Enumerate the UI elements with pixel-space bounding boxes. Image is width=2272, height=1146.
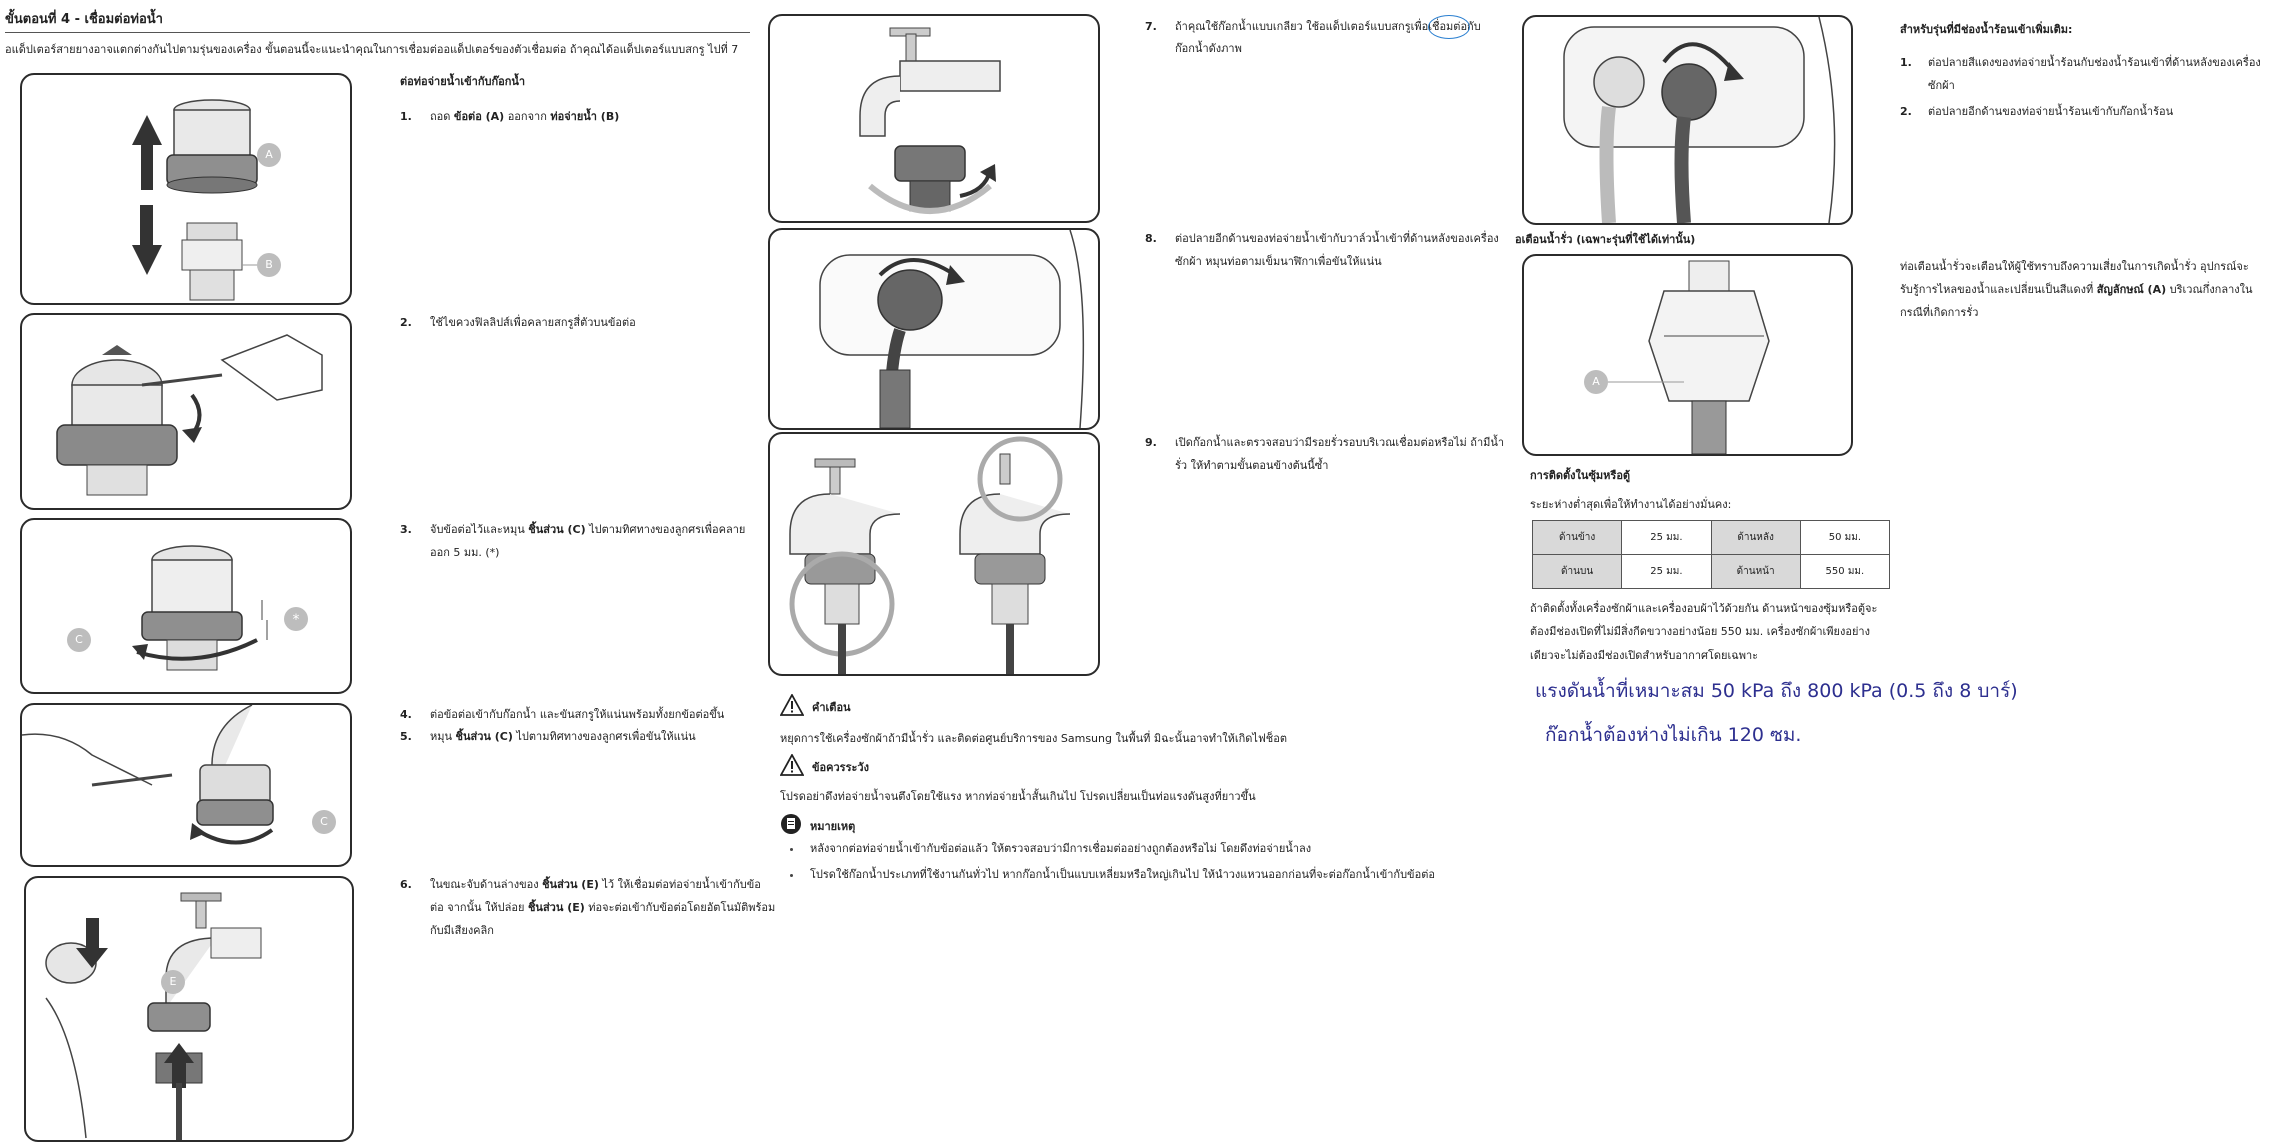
figure-rotate-part-c xyxy=(20,518,352,694)
install-note-line1: ถ้าติดตั้งทั้งเครื่องซักผ้าและเครื่องอบผ้าไว้ด้วยกัน ด้านหน้าของซุ้มหรือตู้จะ xyxy=(1530,602,1878,615)
step-2-number: 2. xyxy=(400,316,412,329)
callout-c-2: C xyxy=(312,810,336,834)
warning-icon xyxy=(780,694,804,720)
leak-description-line2: รับรู้การไหลของน้ำและเปลี่ยนเป็นสีแดงที่ สัญลักษณ์ (A) บริเวณกึ่งกลางใน xyxy=(1900,283,2253,296)
step-7-text-line2: ก๊อกน้ำดังภาพ xyxy=(1175,42,1242,55)
clearance-table xyxy=(1532,520,1890,589)
step-2-text: ใช้ไขควงฟิลลิปส์เพื่อคลายสกรูสี่ตัวบนข้อต่อ xyxy=(430,316,636,329)
table-cell: ด้านหน้า xyxy=(1711,555,1800,589)
step-5-text: หมุน ชิ้นส่วน (C) ไปตามทิศทางของลูกศรเพื่อขันให้แน่น xyxy=(430,730,696,743)
caution-title: ข้อควรระวัง xyxy=(812,761,869,774)
step-3-number: 3. xyxy=(400,523,412,536)
step-6-text: ในขณะจับด้านล่างของ ชิ้นส่วน (E) ไว้ ให้เชื่อมต่อท่อจ่ายน้ำเข้ากับข้อ xyxy=(430,878,761,891)
handwritten-distance-note: ก๊อกน้ำต้องห่างไม่เกิน 120 ซม. xyxy=(1545,724,1802,746)
step-4-number: 4. xyxy=(400,708,412,721)
step-1-text: ถอด ข้อต่อ (A) ออกจาก ท่อจ่ายน้ำ (B) xyxy=(430,110,620,123)
table-cell: ด้านบน xyxy=(1533,555,1622,589)
warning-text: หยุดการใช้เครื่องซักผ้าถ้ามีน้ำรั่ว และติดต่อศูนย์บริการของ Samsung ในพื้นที่ มิฉะนั้นอาจทำให้เกิดไฟช็อต xyxy=(780,732,1287,745)
callout-c: C xyxy=(67,628,91,652)
step-7-text: ถ้าคุณใช้ก๊อกน้ำแบบเกลียว ใช้อแด็ปเตอร์แบบสกรูเพื่อเชื่อมต่อกับ xyxy=(1175,20,1481,33)
callout-e: E xyxy=(161,970,185,994)
hot-step-1-text: ต่อปลายสีแดงของท่อจ่ายน้ำร้อนกับช่องน้ำร้อนเข้าที่ด้านหลังของเครื่อง xyxy=(1928,56,2261,69)
figure-back-valve xyxy=(768,228,1100,430)
handwritten-pressure-note: แรงดันน้ำที่เหมาะสม 50 kPa ถึง 800 kPa (0.5 ถึง 8 บาร์) xyxy=(1535,680,2018,702)
step-8-number: 8. xyxy=(1145,232,1157,245)
install-heading: การติดตั้งในซุ้มหรือตู้ xyxy=(1530,469,1631,482)
note-title: หมายเหตุ xyxy=(810,820,856,833)
hot-step-2-text: ต่อปลายอีกด้านของท่อจ่ายน้ำร้อนเข้ากับก๊อกน้ำร้อน xyxy=(1928,105,2174,118)
handwritten-circle xyxy=(1428,15,1470,39)
step-9-number: 9. xyxy=(1145,436,1157,449)
callout-star: * xyxy=(284,607,308,631)
table-cell: ด้านข้าง xyxy=(1533,521,1622,555)
hot-step-1-number: 1. xyxy=(1900,56,1912,69)
figure-remove-connector xyxy=(20,73,352,305)
leak-description-line1: ท่อเตือนน้ำรั่วจะเตือนให้ผู้ใช้ทราบถึงความเสี่ยงในการเกิดน้ำรั่ว อุปกรณ์จะ xyxy=(1900,260,2249,273)
install-intro: ระยะห่างต่ำสุดเพื่อให้ทำงานได้อย่างมั่นคง: xyxy=(1530,498,1732,511)
note-bullet-1 xyxy=(790,848,793,851)
leak-description-line3: กรณีที่เกิดการรั่ว xyxy=(1900,306,1979,319)
note-icon xyxy=(781,814,801,834)
table-cell: 25 มม. xyxy=(1622,521,1711,555)
hot-step-1-text-line2: ซักผ้า xyxy=(1928,79,1955,92)
note-bullet-2 xyxy=(790,874,793,877)
table-cell: 550 มม. xyxy=(1800,555,1889,589)
step-3-text-line2: ออก 5 มม. (*) xyxy=(430,546,500,559)
figure-hot-water-inlet xyxy=(1522,15,1853,225)
callout-b: B xyxy=(257,253,281,277)
page-title: ขั้นตอนที่ 4 - เชื่อมต่อท่อน้ำ xyxy=(5,12,163,27)
table-row xyxy=(1533,555,1890,589)
leak-callout-a: A xyxy=(1584,370,1608,394)
step-6-text-line2: ต่อ จากนั้น ให้ปล่อย ชิ้นส่วน (E) ท่อจะต่อเข้ากับข้อต่อโดยอัตโนมัติพร้อม xyxy=(430,901,776,914)
warning-title: คำเตือน xyxy=(812,701,851,714)
callout-a: A xyxy=(257,143,281,167)
table-row xyxy=(1533,521,1890,555)
note-item-2: โปรดใช้ก๊อกน้ำประเภทที่ใช้งานกันทั่วไป หากก๊อกน้ำเป็นแบบเหลี่ยมหรือใหญ่เกินไป ให้นำวงแหวนออกก่อนที่จะต่อก๊อกน้ำเข้ากับข้อต่อ xyxy=(810,868,1435,881)
step-6-text-line3: กับมีเสียงคลิก xyxy=(430,924,494,937)
step-7-number: 7. xyxy=(1145,20,1157,33)
leak-warning-heading: อเตือนน้ำรั่ว (เฉพาะรุ่นที่ใช้ได้เท่านั้น) xyxy=(1515,233,1696,246)
hot-step-2-number: 2. xyxy=(1900,105,1912,118)
caution-icon xyxy=(780,754,804,780)
faucet-connect-heading: ต่อท่อจ่ายน้ำเข้ากับก๊อกน้ำ xyxy=(400,75,526,88)
step-1-number: 1. xyxy=(400,110,412,123)
figure-attach-to-faucet xyxy=(20,703,352,867)
step-8-text-line2: ซักผ้า หมุนท่อตามเข็มนาฬิกาเพื่อขันให้แน่น xyxy=(1175,255,1382,268)
hot-water-heading: สำหรับรุ่นที่มีช่องน้ำร้อนเข้าเพิ่มเติม: xyxy=(1900,23,2073,36)
table-cell: 25 มม. xyxy=(1622,555,1711,589)
figure-leak-indicator xyxy=(1522,254,1853,456)
step-6-number: 6. xyxy=(400,878,412,891)
step-4-text: ต่อข้อต่อเข้ากับก๊อกน้ำ และขันสกรูให้แน่นพร้อมทั้งยกข้อต่อขึ้น xyxy=(430,708,725,721)
step-8-text: ต่อปลายอีกด้านของท่อจ่ายน้ำเข้ากับวาล์วน้ำเข้าที่ด้านหลังของเครื่อง xyxy=(1175,232,1499,245)
figure-loosen-screws xyxy=(20,313,352,510)
step-9-text-line2: รั่ว ให้ทำตามขั้นตอนข้างต้นนี้ซ้ำ xyxy=(1175,459,1329,472)
figure-screw-faucet xyxy=(768,14,1100,223)
install-note-line2: ต้องมีช่องเปิดที่ไม่มีสิ่งกีดขวางอย่างน้อย 550 มม. เครื่องซักผ้าเพียงอย่าง xyxy=(1530,625,1870,638)
caution-text: โปรดอย่าดึงท่อจ่ายน้ำจนตึงโดยใช้แรง หากท่อจ่ายน้ำสั้นเกินไป โปรดเปลี่ยนเป็นท่อแรงดันสูงที่ยาวขึ้น xyxy=(780,790,1256,803)
step-5-number: 5. xyxy=(400,730,412,743)
intro-text: อแด็ปเตอร์สายยางอาจแตกต่างกันไปตามรุ่นของเครื่อง ขั้นตอนนี้จะแนะนำคุณในการเชื่อมต่ออแด็ปเตอร์ของตัวเชื่อมต่อ ถ้าคุณได้อแด็ปเตอร์แบบสกรู ไปที่ 7 xyxy=(5,43,739,56)
figure-check-leaks xyxy=(768,432,1100,676)
note-item-1: หลังจากต่อท่อจ่ายน้ำเข้ากับข้อต่อแล้ว ให้ตรวจสอบว่ามีการเชื่อมต่ออย่างถูกต้องหรือไม่ โดยดึงท่อจ่ายน้ำลง xyxy=(810,842,1312,855)
install-note-line3: เดียวจะไม่ต้องมีช่องเปิดสำหรับอากาศโดยเฉพาะ xyxy=(1530,649,1759,662)
step-3-text: จับข้อต่อไว้และหมุน ชิ้นส่วน (C) ไปตามทิศทางของลูกศรเพื่อคลาย xyxy=(430,523,746,536)
table-cell: 50 มม. xyxy=(1800,521,1889,555)
figure-connect-hose xyxy=(24,876,354,1142)
step-9-text: เปิดก๊อกน้ำและตรวจสอบว่ามีรอยรั่วรอบบริเวณเชื่อมต่อหรือไม่ ถ้ามีน้ำ xyxy=(1175,436,1505,449)
table-cell: ด้านหลัง xyxy=(1711,521,1800,555)
title-divider xyxy=(5,32,750,33)
